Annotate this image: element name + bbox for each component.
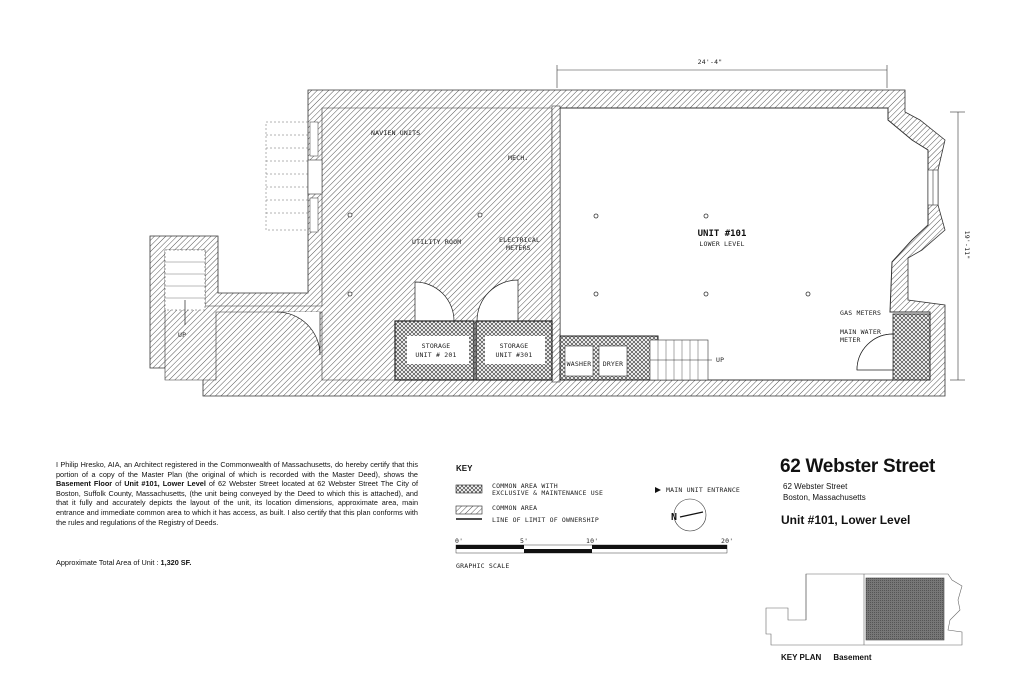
cert-part3: of 62 Webster Street located at 62 Webster Street The City of Boston, Suffolk County, Massachusetts, (the unit being conveyed by the Deed to which this is attached), and that it fully and accurately depicts the layout of the unit, its location dimensions, approximate area, main entrance and immediate common area to which it has access, as built. I also certify that this plan conforms with the rules and regulations of the Registry of Deeds. [56,479,418,527]
label-storage-301-b: UNIT #301 [495,351,533,359]
scale-tick-20: 20' [721,537,734,545]
graphic-scale [456,545,727,553]
area-value: 1,320 SF. [160,558,192,567]
label-gas-meters: GAS METERS [840,309,882,317]
label-storage-301-a: STORAGE [499,342,529,350]
address-line-2: Boston, Massachusetts [783,493,866,502]
key-limit: LINE OF LIMIT OF OWNERSHIP [492,516,599,524]
label-meters: METERS [506,244,531,252]
address-line-1: 62 Webster Street [783,482,848,491]
scale-tick-0: 0' [455,537,464,545]
cert-part2: of [112,479,125,489]
key-entrance: MAIN UNIT ENTRANCE [666,486,741,494]
north-label: N [671,512,678,523]
label-meter: METER [840,336,861,344]
key-swatch-common [456,506,482,514]
key-plan-thumbnail [766,574,962,645]
label-up-stair: UP [716,356,725,364]
label-utility: UTILITY ROOM [412,238,462,246]
unit-level-title: Unit #101, Lower Level [781,513,911,527]
key-exclusive-1: COMMON AREA WITH [492,482,558,490]
label-electrical: ELECTRICAL [499,236,541,244]
label-mech: MECH. [508,154,529,162]
scale-label: GRAPHIC SCALE [456,562,510,570]
key-common: COMMON AREA [492,504,538,512]
cert-floor: Basement Floor [56,479,113,489]
key-plan-label [781,653,872,662]
street-title: 62 Webster Street [780,456,936,477]
key-exclusive-2: EXCLUSIVE & MAINTENANCE USE [492,489,604,497]
unit-stair [650,340,712,380]
label-navien: NAVIEN UNITS [371,129,421,137]
dimension-width-text: 24'-4" [697,58,723,66]
dimension-width [557,65,887,88]
party-wall [552,106,560,382]
label-storage-201-b: UNIT # 201 [415,351,457,359]
key-plan-text: KEY PLAN [781,653,822,662]
entrance-arrow-icon [655,487,661,493]
front-stoop [266,122,308,230]
unit-title: UNIT #101 [697,229,747,239]
bay-window [928,170,938,205]
unit-subtitle: LOWER LEVEL [699,240,745,248]
meter-area [893,314,930,380]
dimension-height-text: 19'-11" [963,230,971,260]
scale-tick-10: 10' [586,537,599,545]
key-swatch-exclusive [456,485,482,493]
area-label: Approximate Total Area of Unit : [56,558,161,567]
dimension-height [950,112,965,380]
key-title: KEY [456,464,473,473]
cert-unit: Unit #101, Lower Level [124,479,206,489]
label-up-left: UP [178,331,187,339]
area-statement [56,558,191,567]
label-storage-201-a: STORAGE [421,342,451,350]
scale-tick-5: 5' [520,537,529,545]
label-dryer: DRYER [602,360,624,368]
label-main-water: MAIN WATER [840,328,882,336]
label-washer: WASHER [566,360,592,368]
cert-part1: I Philip Hresko, AIA, an Architect registered in the Commonwealth of Massachusetts, do hereby certify that this portion of a copy of the Master Plan (the original of which is recorded with the Master Deed), shows the [56,460,418,479]
certification-text [56,460,418,527]
key-plan-level: Basement [833,653,872,662]
